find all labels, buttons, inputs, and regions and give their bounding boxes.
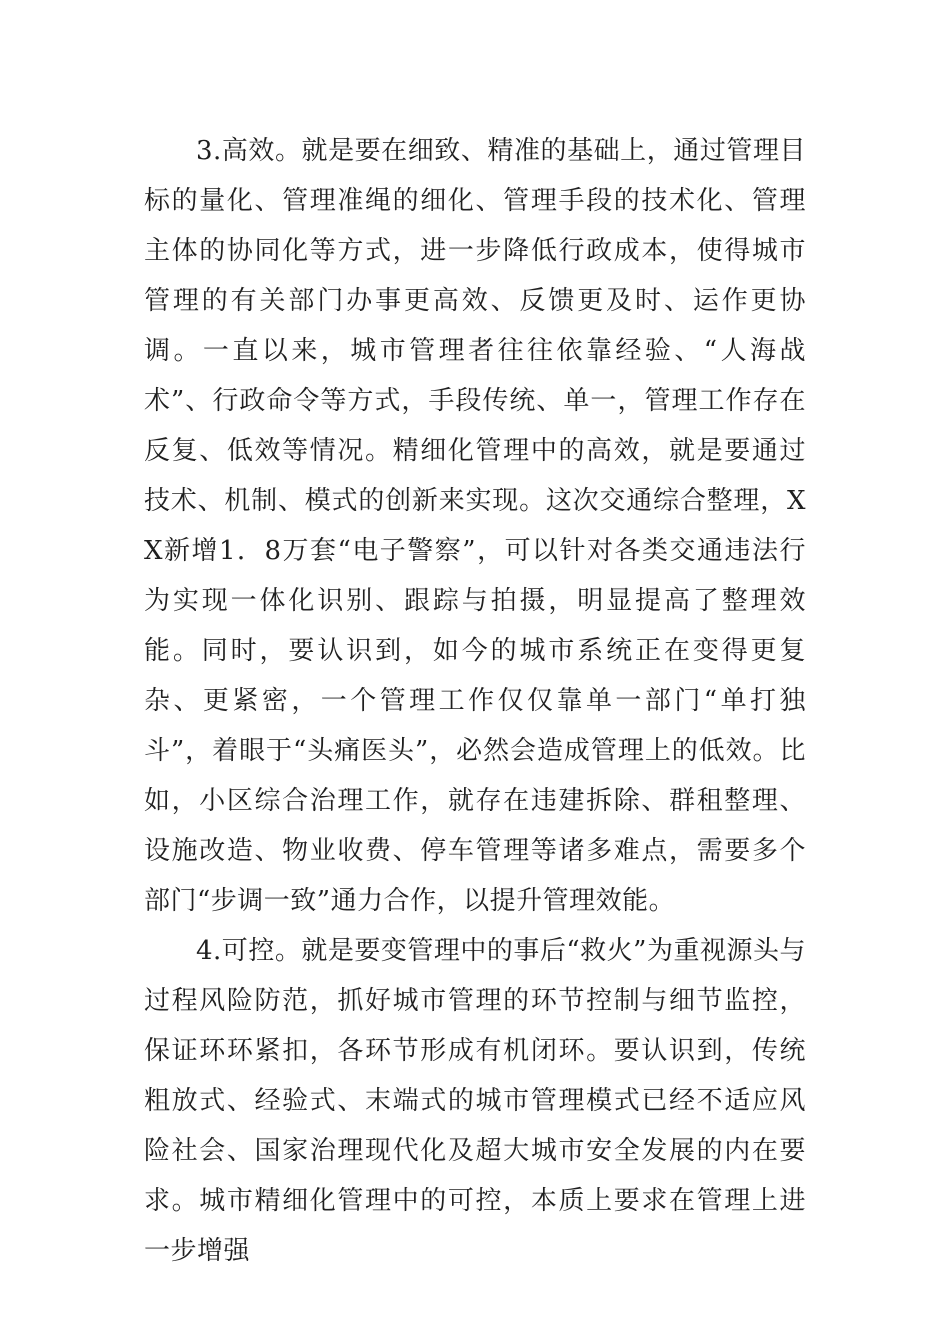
document-body	[144, 126, 806, 1276]
paragraph-efficiency: 3.高效。就是要在细致、精准的基础上，通过管理目标的量化、管理准绳的细化、管理手段的技术化、管理主体的协同化等方式，进一步降低行政成本，使得城市管理的有关部门办事更高效、反馈更及时、运作更协调。一直以来，城市管理者往往依靠经验、“人海战术”、行政命令等方式，手段传统、单一，管理工作存在反复、低效等情况。精细化管理中的高效，就是要通过技术、机制、模式的创新来实现。这次交通综合整理，XX新增1．8万套“电子警察”，可以针对各类交通违法行为实现一体化识别、跟踪与拍摄，明显提高了整理效能。同时，要认识到，如今的城市系统正在变得更复杂、更紧密，一个管理工作仅仅靠单一部门“单打独斗”，着眼于“头痛医头”，必然会造成管理上的低效。比如，小区综合治理工作，就存在违建拆除、群租整理、设施改造、物业收费、停车管理等诸多难点，需要多个部门“步调一致”通力合作，以提升管理效能。	[144, 136, 806, 916]
paragraph-controllable: 4.可控。就是要变管理中的事后“救火”为重视源头与过程风险防范，抓好城市管理的环节控制与细节监控，保证环环紧扣，各环节形成有机闭环。要认识到，传统粗放式、经验式、末端式的城市管理模式已经不适应风险社会、国家治理现代化及超大城市安全发展的内在要求。城市精细化管理中的可控，本质上要求在管理上进一步增强	[144, 936, 806, 1266]
